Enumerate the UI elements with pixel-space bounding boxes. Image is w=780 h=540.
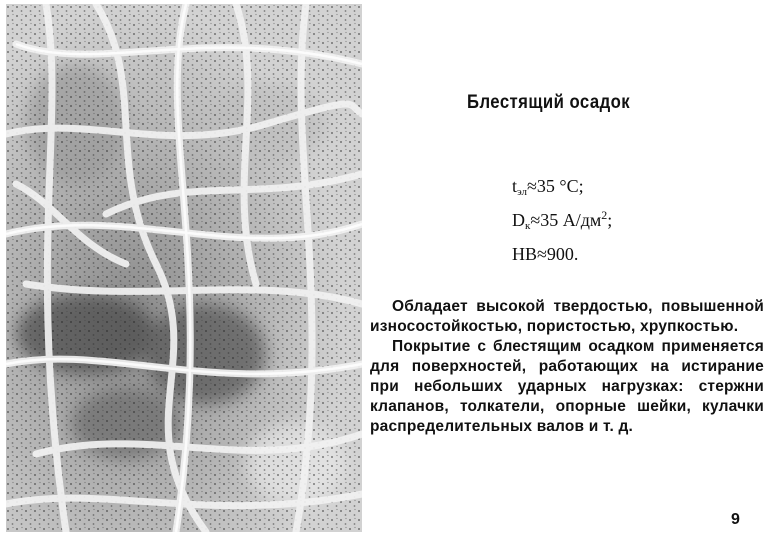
param-temperature: $t_{эл}\approx 35$ °C;	[512, 176, 584, 198]
paragraph-applications: Покрытие с блестящим осадком применяется для поверхностей, работающих на истирание при небольших ударных нагрузках: стержни клапанов, толкатели, опорные шейки, кулачки распределительных валов и т. д.	[370, 338, 764, 435]
parameters-block	[512, 172, 612, 268]
param-current-density: $D_к\approx 35$ $А/дм^2$;	[512, 208, 613, 232]
page-number: 9	[731, 511, 740, 528]
micrograph-svg	[6, 4, 362, 532]
param-hardness: НВ≈900.	[512, 244, 579, 264]
paragraph-properties: Обладает высокой твердостью, повышенной износостойкостью, пористостью, хрупкостью.	[370, 298, 764, 335]
section-title: Блестящий осадок	[467, 92, 631, 113]
micrograph-image	[6, 4, 362, 532]
description-text	[370, 297, 764, 437]
